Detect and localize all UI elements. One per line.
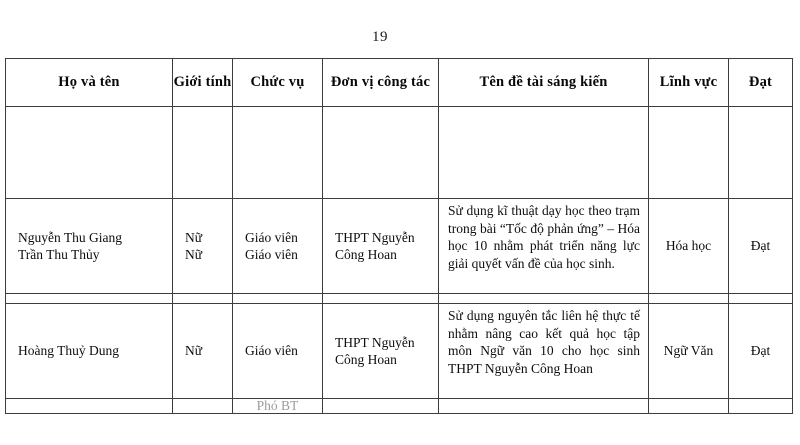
- cell-unit: [323, 304, 439, 399]
- position-line-1: Giáo viên: [245, 343, 298, 359]
- gender-line-2: Nữ: [185, 247, 203, 262]
- table-row: [6, 107, 793, 199]
- gap-cell: [6, 294, 173, 304]
- cell-name: [6, 199, 173, 294]
- column-header-position: Chức vụ: [233, 59, 323, 107]
- cell-name: [6, 107, 173, 199]
- column-header-unit: Đơn vị công tác: [323, 59, 439, 107]
- cell-field: [649, 399, 729, 414]
- name-line-2: Trần Thu Thủy: [18, 247, 100, 262]
- cell-unit: [323, 107, 439, 199]
- cell-position: [233, 107, 323, 199]
- table-row: [6, 304, 793, 399]
- page-number: 19: [372, 29, 388, 45]
- gender-line-1: Nữ: [185, 343, 203, 359]
- cell-result: [729, 107, 793, 199]
- cell-initiative-title: [439, 107, 649, 199]
- gap-cell: [649, 294, 729, 304]
- gap-cell: [323, 294, 439, 304]
- name-line-1: Hoàng Thuỷ Dung: [18, 343, 119, 359]
- gap-cell: [439, 294, 649, 304]
- cell-name: [6, 399, 173, 414]
- cell-initiative-title: [439, 399, 649, 414]
- column-header-name: Họ và tên: [6, 59, 173, 107]
- table-row: [6, 199, 793, 294]
- cell-result: Đạt: [729, 199, 793, 294]
- unit-line-2: Công Hoan: [335, 352, 397, 367]
- cell-field: [649, 107, 729, 199]
- column-header-gender: Giới tính: [173, 59, 233, 107]
- cell-position: [233, 304, 323, 399]
- table-row-gap: [6, 294, 793, 304]
- column-header-field: Lĩnh vực: [649, 59, 729, 107]
- cell-unit: [323, 399, 439, 414]
- cell-initiative-title: Sử dụng nguyên tắc liên hệ thực tế nhằm nâng cao kết quả học tập môn Ngữ văn 10 cho học sinh THPT Nguyễn Công Hoan: [439, 304, 649, 399]
- cell-field: Hóa học: [649, 199, 729, 294]
- column-header-initiative-title: Tên đề tài sáng kiến: [439, 59, 649, 107]
- cell-result: [729, 399, 793, 414]
- cell-result: Đạt: [729, 304, 793, 399]
- cell-gender: [173, 304, 233, 399]
- cell-gender: [173, 399, 233, 414]
- unit-line-2: Công Hoan: [335, 247, 397, 262]
- unit-line-1: THPT Nguyễn: [335, 229, 415, 245]
- cell-field: Ngữ Văn: [649, 304, 729, 399]
- position-line-1: Giáo viên: [245, 229, 298, 245]
- cell-unit: [323, 199, 439, 294]
- cell-position: [233, 199, 323, 294]
- gap-cell: [729, 294, 793, 304]
- initiatives-table: [5, 58, 793, 414]
- cell-initiative-title: Sử dụng kĩ thuật dạy học theo trạm trong bài “Tốc độ phản ứng” – Hóa học 10 nhằm phát triển năng lực giải quyết vấn đề của học sinh.: [439, 199, 649, 294]
- cell-position: Phó BT: [233, 399, 323, 414]
- cell-gender: [173, 107, 233, 199]
- gender-line-1: Nữ: [185, 229, 203, 245]
- table-header-row: [6, 59, 793, 107]
- cell-name: [6, 304, 173, 399]
- name-line-1: Nguyễn Thu Giang: [18, 229, 122, 245]
- column-header-result: Đạt: [729, 59, 793, 107]
- cell-gender: [173, 199, 233, 294]
- unit-line-1: THPT Nguyễn: [335, 334, 415, 350]
- gap-cell: [173, 294, 233, 304]
- position-line-2: Giáo viên: [245, 247, 298, 262]
- gap-cell: [233, 294, 323, 304]
- table-row-clipped: [6, 399, 793, 414]
